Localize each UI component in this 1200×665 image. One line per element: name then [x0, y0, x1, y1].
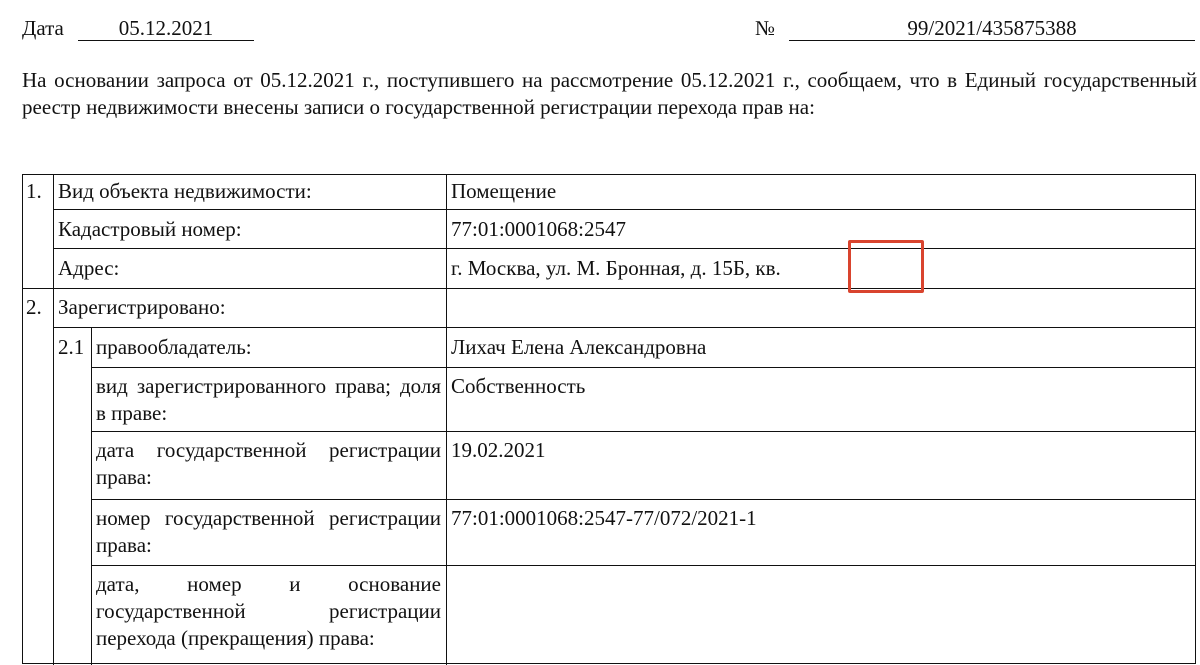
row-divider — [23, 288, 1195, 289]
row-value-object-type: Помещение — [451, 179, 557, 203]
section-number: 2. — [26, 295, 42, 319]
subsection-number: 2.1 — [58, 335, 85, 359]
row-value-registration-date: 19.02.2021 — [451, 438, 546, 462]
row-divider — [91, 431, 1195, 432]
intro-paragraph: На основании запроса от 05.12.2021 г., поступившего на рассмотрение 05.12.2021 г., сообщаем, что в Единый государственный реестр недвижимости внесены записи о государственной регистрации перехода прав на: — [22, 68, 1197, 119]
row-label-registration-number: номер государственной регистрации права: — [96, 506, 441, 557]
row-divider — [53, 209, 1195, 210]
row-label-registered: Зарегистрировано: — [58, 295, 226, 319]
row-label-rightholder: правообладатель: — [96, 335, 252, 359]
section-number: 1. — [26, 179, 42, 203]
row-value-registration-number: 77:01:0001068:2547-77/072/2021-1 — [451, 506, 757, 530]
registry-table — [22, 174, 1196, 664]
number-label: № — [755, 16, 776, 40]
row-divider — [53, 327, 1195, 328]
redaction-box — [848, 240, 924, 293]
row-value-cadastral: 77:01:0001068:2547 — [451, 217, 627, 241]
row-divider — [91, 565, 1195, 566]
row-label-registration-date: дата государственной регистрации права: — [96, 438, 441, 489]
row-value-address: г. Москва, ул. М. Бронная, д. 15Б, кв. — [451, 256, 781, 280]
row-value-right-type: Собственность — [451, 374, 586, 398]
row-value-rightholder: Лихач Елена Александровна — [451, 335, 707, 359]
row-label-address: Адрес: — [58, 256, 120, 280]
document-number: 99/2021/435875388 — [789, 16, 1195, 41]
row-divider — [91, 367, 1195, 368]
date-value: 05.12.2021 — [78, 16, 254, 41]
row-label-cadastral: Кадастровый номер: — [58, 217, 242, 241]
row-divider — [91, 499, 1195, 500]
row-value-transfer-basis — [446, 568, 1195, 571]
row-value-registered — [446, 291, 1195, 294]
row-label-right-type: вид зарегистрированного права; доля в праве: — [96, 374, 441, 425]
row-label-object-type: Вид объекта недвижимости: — [58, 179, 312, 203]
date-label: Дата — [22, 16, 64, 40]
row-divider — [53, 248, 1195, 249]
row-label-transfer-basis: дата, номер и основание государственной регистрации перехода (прекращения) права: — [96, 572, 441, 650]
